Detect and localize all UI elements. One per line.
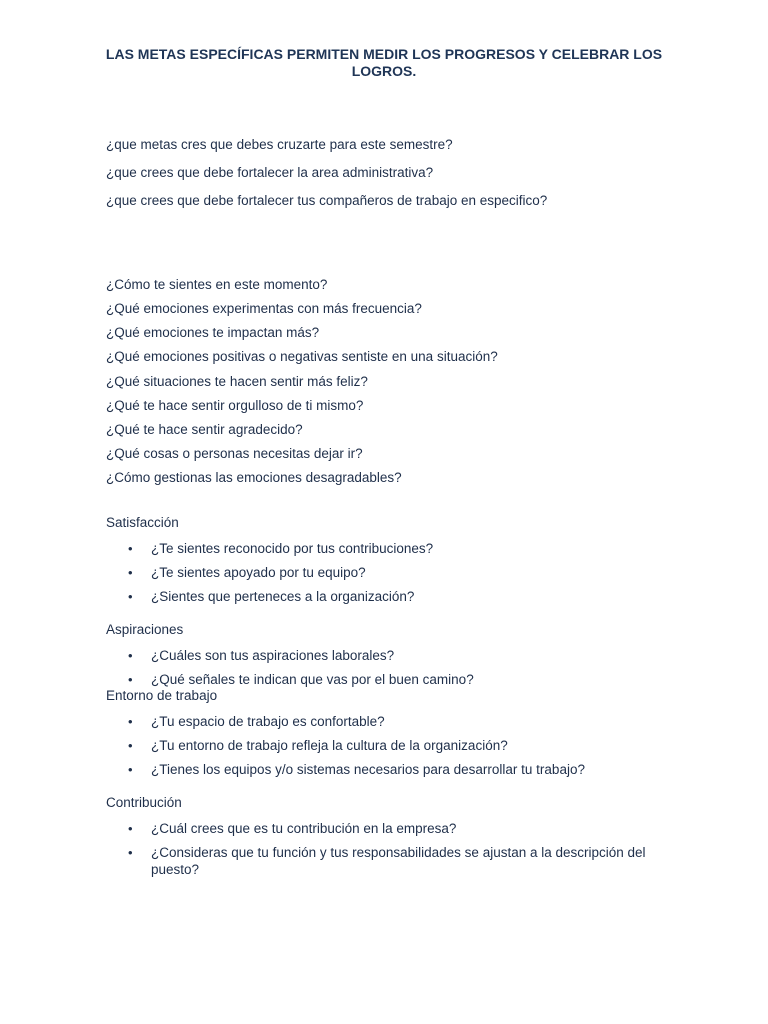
list-item: ¿Tu entorno de trabajo refleja la cultura de la organización? xyxy=(151,738,508,753)
bullet-marker: • xyxy=(128,714,133,729)
question-item: ¿Qué cosas o personas necesitas dejar ir? xyxy=(106,446,363,461)
bullet-marker: • xyxy=(128,589,133,604)
bullet-marker: • xyxy=(128,762,133,777)
section-heading-entorno: Entorno de trabajo xyxy=(106,688,218,703)
bullet-marker: • xyxy=(128,738,133,753)
question-item: ¿Qué emociones positivas o negativas sentiste en una situación? xyxy=(106,349,498,364)
question-item: ¿Qué situaciones te hacen sentir más feliz? xyxy=(106,374,368,389)
bullet-marker: • xyxy=(128,672,133,687)
question-item: ¿que crees que debe fortalecer la area administrativa? xyxy=(106,165,434,180)
question-item: ¿Cómo gestionas las emociones desagradables? xyxy=(106,470,402,485)
question-item: ¿Qué te hace sentir orgulloso de ti mismo? xyxy=(106,398,364,413)
bullet-marker: • xyxy=(128,648,133,663)
question-item: ¿Cómo te sientes en este momento? xyxy=(106,277,328,292)
list-item: ¿Te sientes apoyado por tu equipo? xyxy=(151,565,366,580)
question-item: ¿que crees que debe fortalecer tus compañeros de trabajo en especifico? xyxy=(106,193,548,208)
page-title: LAS METAS ESPECÍFICAS PERMITEN MEDIR LOS PROGRESOS Y CELEBRAR LOS LOGROS. xyxy=(105,46,663,79)
bullet-marker: • xyxy=(128,821,133,836)
list-item: ¿Sientes que perteneces a la organización? xyxy=(151,589,415,604)
question-item: ¿Qué emociones te impactan más? xyxy=(106,325,320,340)
list-item: ¿Tienes los equipos y/o sistemas necesarios para desarrollar tu trabajo? xyxy=(151,762,585,777)
question-item: ¿Qué te hace sentir agradecido? xyxy=(106,422,303,437)
bullet-marker: • xyxy=(128,541,133,556)
list-item: ¿Consideras que tu función y tus responsabilidades se ajustan a la descripción del puesto? xyxy=(151,845,646,877)
list-item: ¿Te sientes reconocido por tus contribuciones? xyxy=(151,541,434,556)
section-heading-contribucion: Contribución xyxy=(106,795,182,810)
list-item: ¿Tu espacio de trabajo es confortable? xyxy=(151,714,385,729)
list-item: ¿Cuáles son tus aspiraciones laborales? xyxy=(151,648,395,663)
bullet-marker: • xyxy=(128,845,133,860)
list-item: ¿Qué señales te indican que vas por el buen camino? xyxy=(151,672,474,687)
list-item: ¿Cuál crees que es tu contribución en la empresa? xyxy=(151,821,457,836)
section-heading-satisfaccion: Satisfacción xyxy=(106,515,179,530)
question-item: ¿que metas cres que debes cruzarte para este semestre? xyxy=(106,137,453,152)
bullet-marker: • xyxy=(128,565,133,580)
question-item: ¿Qué emociones experimentas con más frecuencia? xyxy=(106,301,422,316)
section-heading-aspiraciones: Aspiraciones xyxy=(106,622,184,637)
